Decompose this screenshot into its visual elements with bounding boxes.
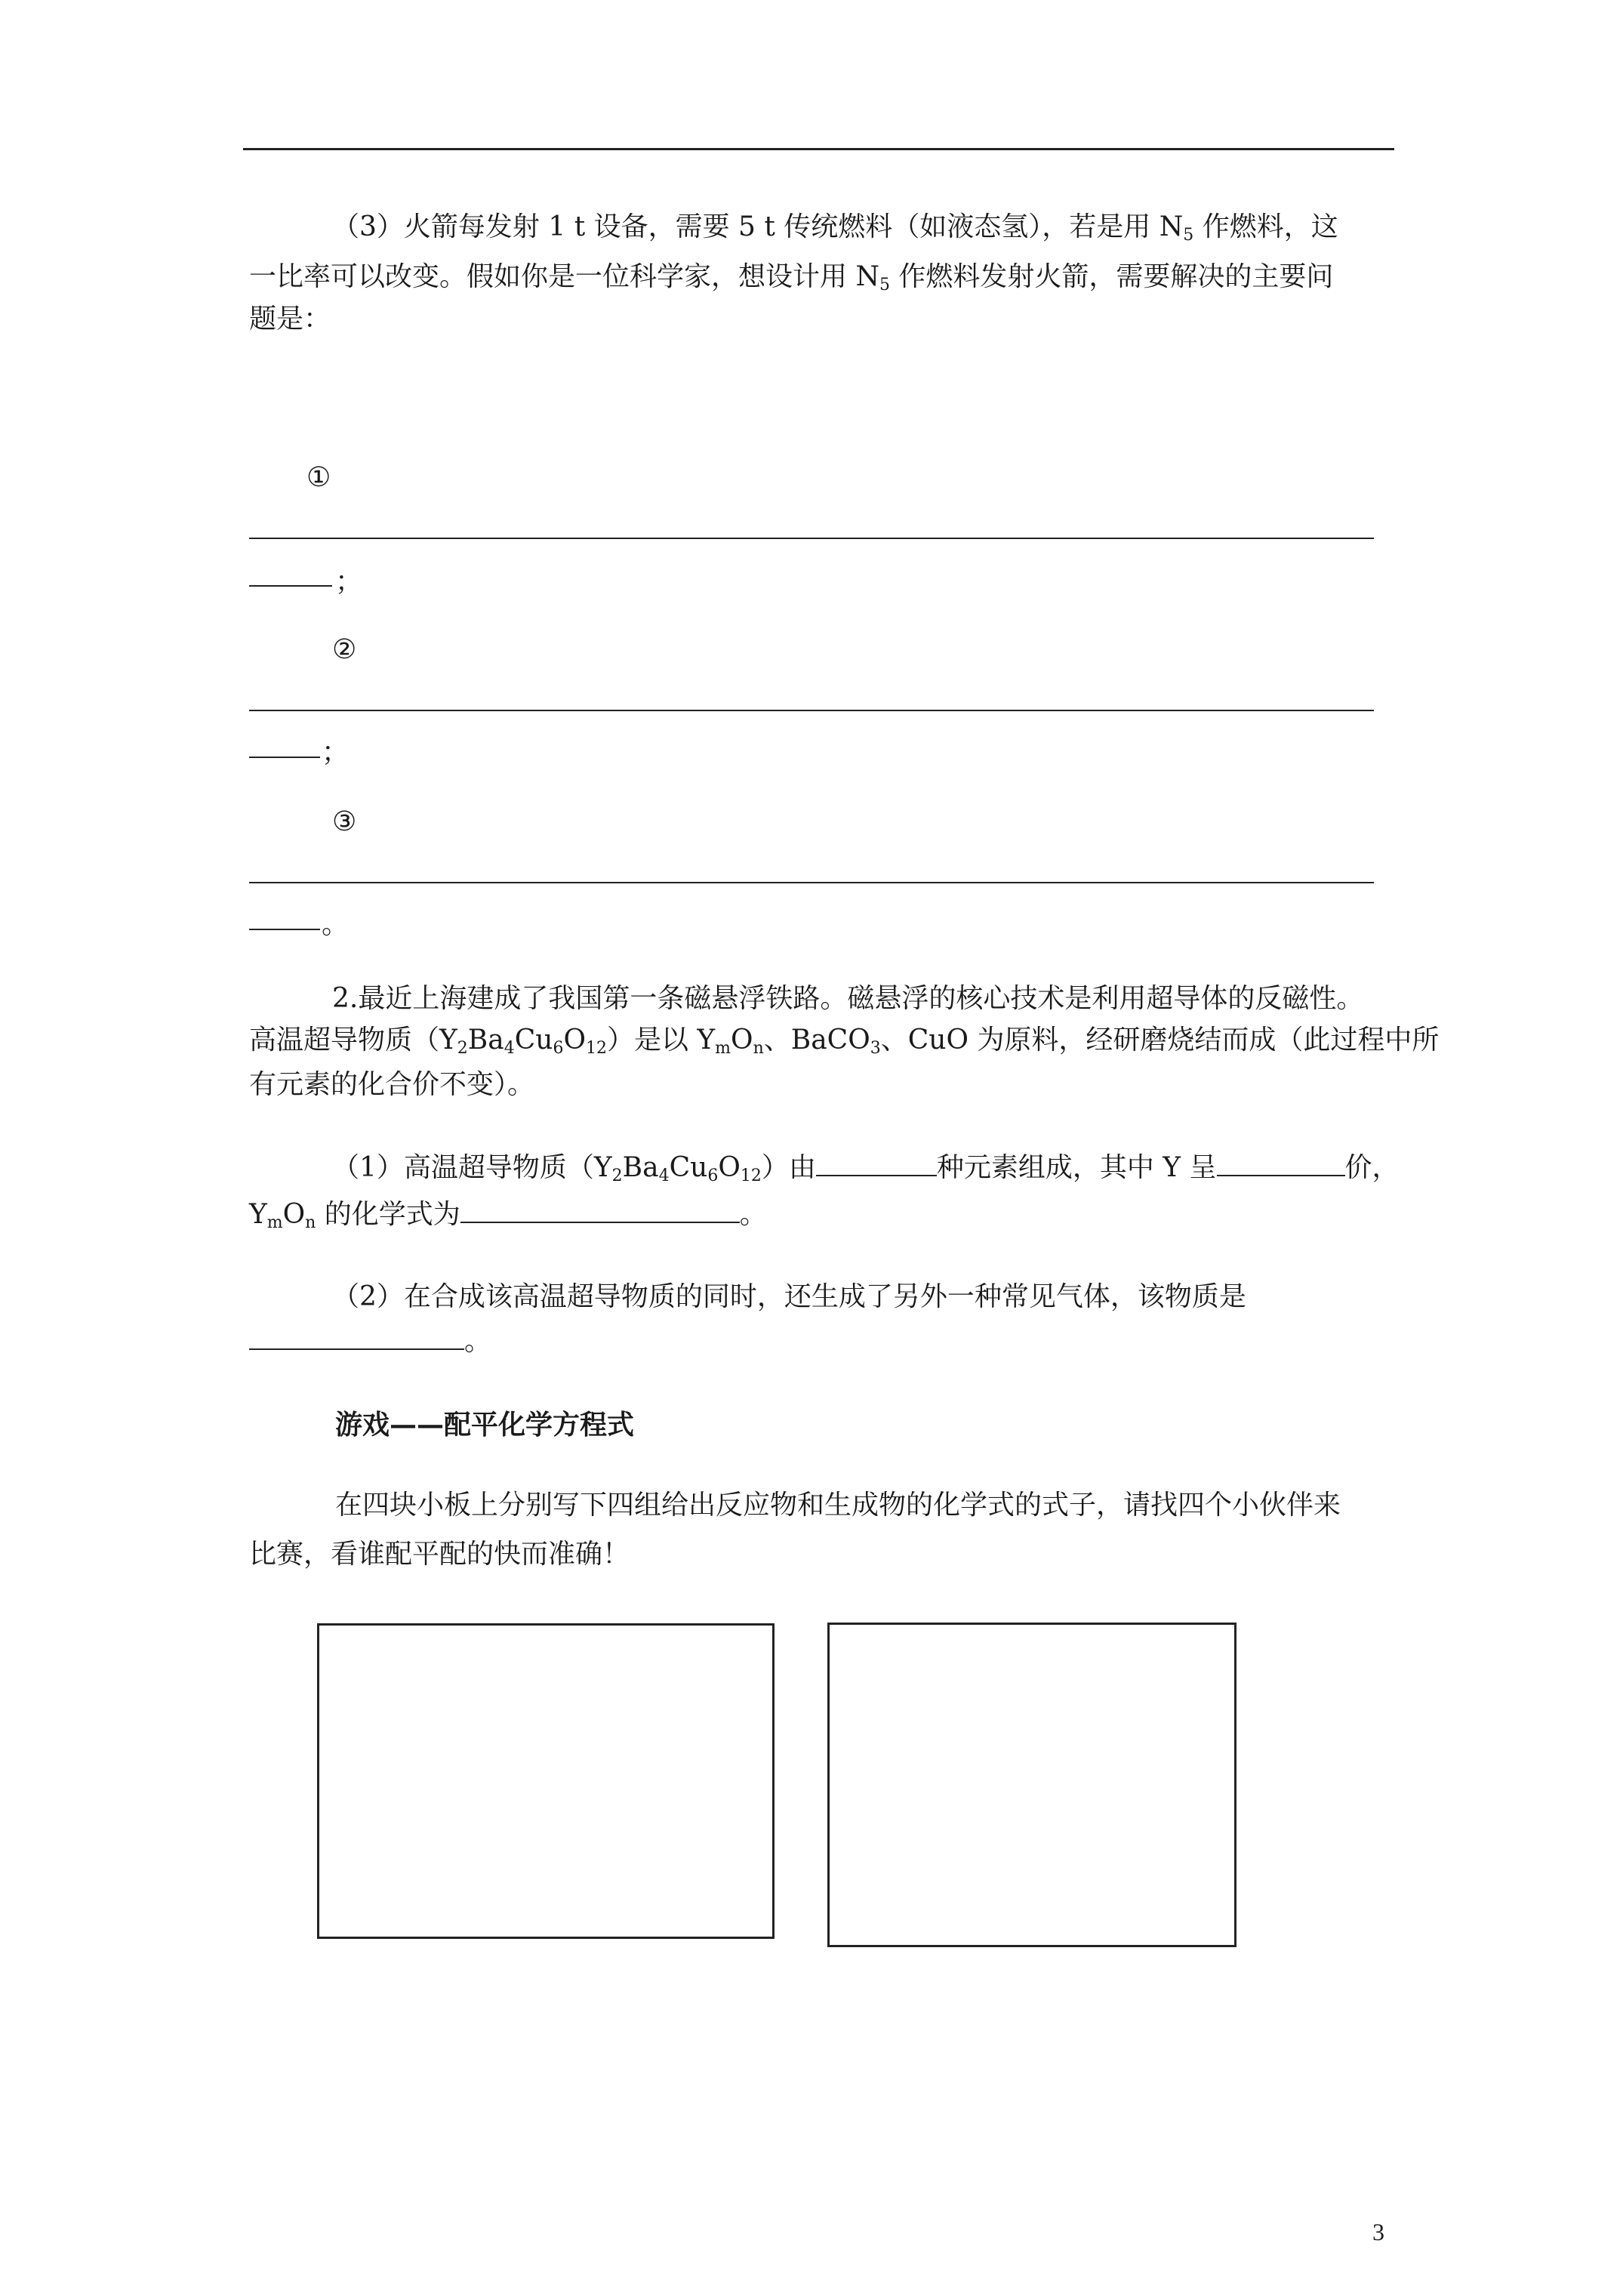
- game-title: 游戏——配平化学方程式: [335, 1409, 635, 1441]
- blank-ymon-formula[interactable]: [460, 1194, 740, 1223]
- board-2: [827, 1623, 1236, 1947]
- q3-line1: （3）火箭每发射 1 t 设备，需要 5 t 传统燃料（如液态氢），若是用 $N_5$ 作燃料，这: [332, 211, 1338, 245]
- answer-1-marker: ①: [306, 462, 331, 493]
- page-number: 3: [1372, 2218, 1384, 2245]
- q3-line3: 题是：: [249, 304, 331, 334]
- q2-1-line2: $Y_mO_n$ 的化学式为 。: [249, 1190, 767, 1240]
- q2-intro-line1: 2.最近上海建成了我国第一条磁悬浮铁路。磁悬浮的核心技术是利用超导体的反磁性。: [332, 983, 1364, 1014]
- answer-1-line[interactable]: [249, 538, 1374, 539]
- game-line1: 在四块小板上分别写下四组给出反应物和生成物的化学式的式子，请找四个小伙伴来: [335, 1490, 1341, 1521]
- blank-element-count[interactable]: [816, 1148, 937, 1176]
- q2-1-line1: （1）高温超导物质$(Y_2Ba_4Cu_6O_{12})$由 种元素组成，其中 Y 呈 价，: [332, 1143, 1400, 1193]
- q2-intro-line3: 有元素的化合价不变）。: [249, 1069, 535, 1100]
- blank-gas[interactable]: [249, 1321, 464, 1350]
- board-1: [317, 1623, 775, 1939]
- answer-2-line-end[interactable]: [249, 757, 320, 758]
- q2-intro-line2: 高温超导物质$(Y_2Ba_4Cu_6O_{12})$是以 $Y_mO_n$、BaCO$_3$、CuO 为原料，经研磨烧结而成（此过程中所: [249, 1025, 1440, 1058]
- answer-2-end: ；: [322, 737, 350, 768]
- game-line2: 比赛，看谁配平配的快而准确！: [249, 1539, 630, 1570]
- blank-y-valence[interactable]: [1217, 1148, 1345, 1176]
- answer-3-line-end[interactable]: [249, 929, 320, 930]
- answer-2-marker: ②: [332, 634, 357, 665]
- q2-2-line1: （2）在合成该高温超导物质的同时，还生成了另外一种常见气体，该物质是: [332, 1281, 1246, 1312]
- answer-1-end: ；: [335, 566, 363, 597]
- answer-2-line[interactable]: [249, 710, 1374, 711]
- q2-2-line2: 。: [249, 1317, 491, 1367]
- header-rule: [243, 148, 1394, 150]
- answer-3-marker: ③: [332, 806, 357, 837]
- answer-3-end: 。: [322, 909, 350, 940]
- answer-1-line-end[interactable]: [249, 585, 332, 587]
- q3-line2: 一比率可以改变。假如你是一位科学家，想设计用 $N_5$ 作燃料发射火箭，需要解决的主要问: [249, 261, 1334, 294]
- answer-3-line[interactable]: [249, 882, 1374, 883]
